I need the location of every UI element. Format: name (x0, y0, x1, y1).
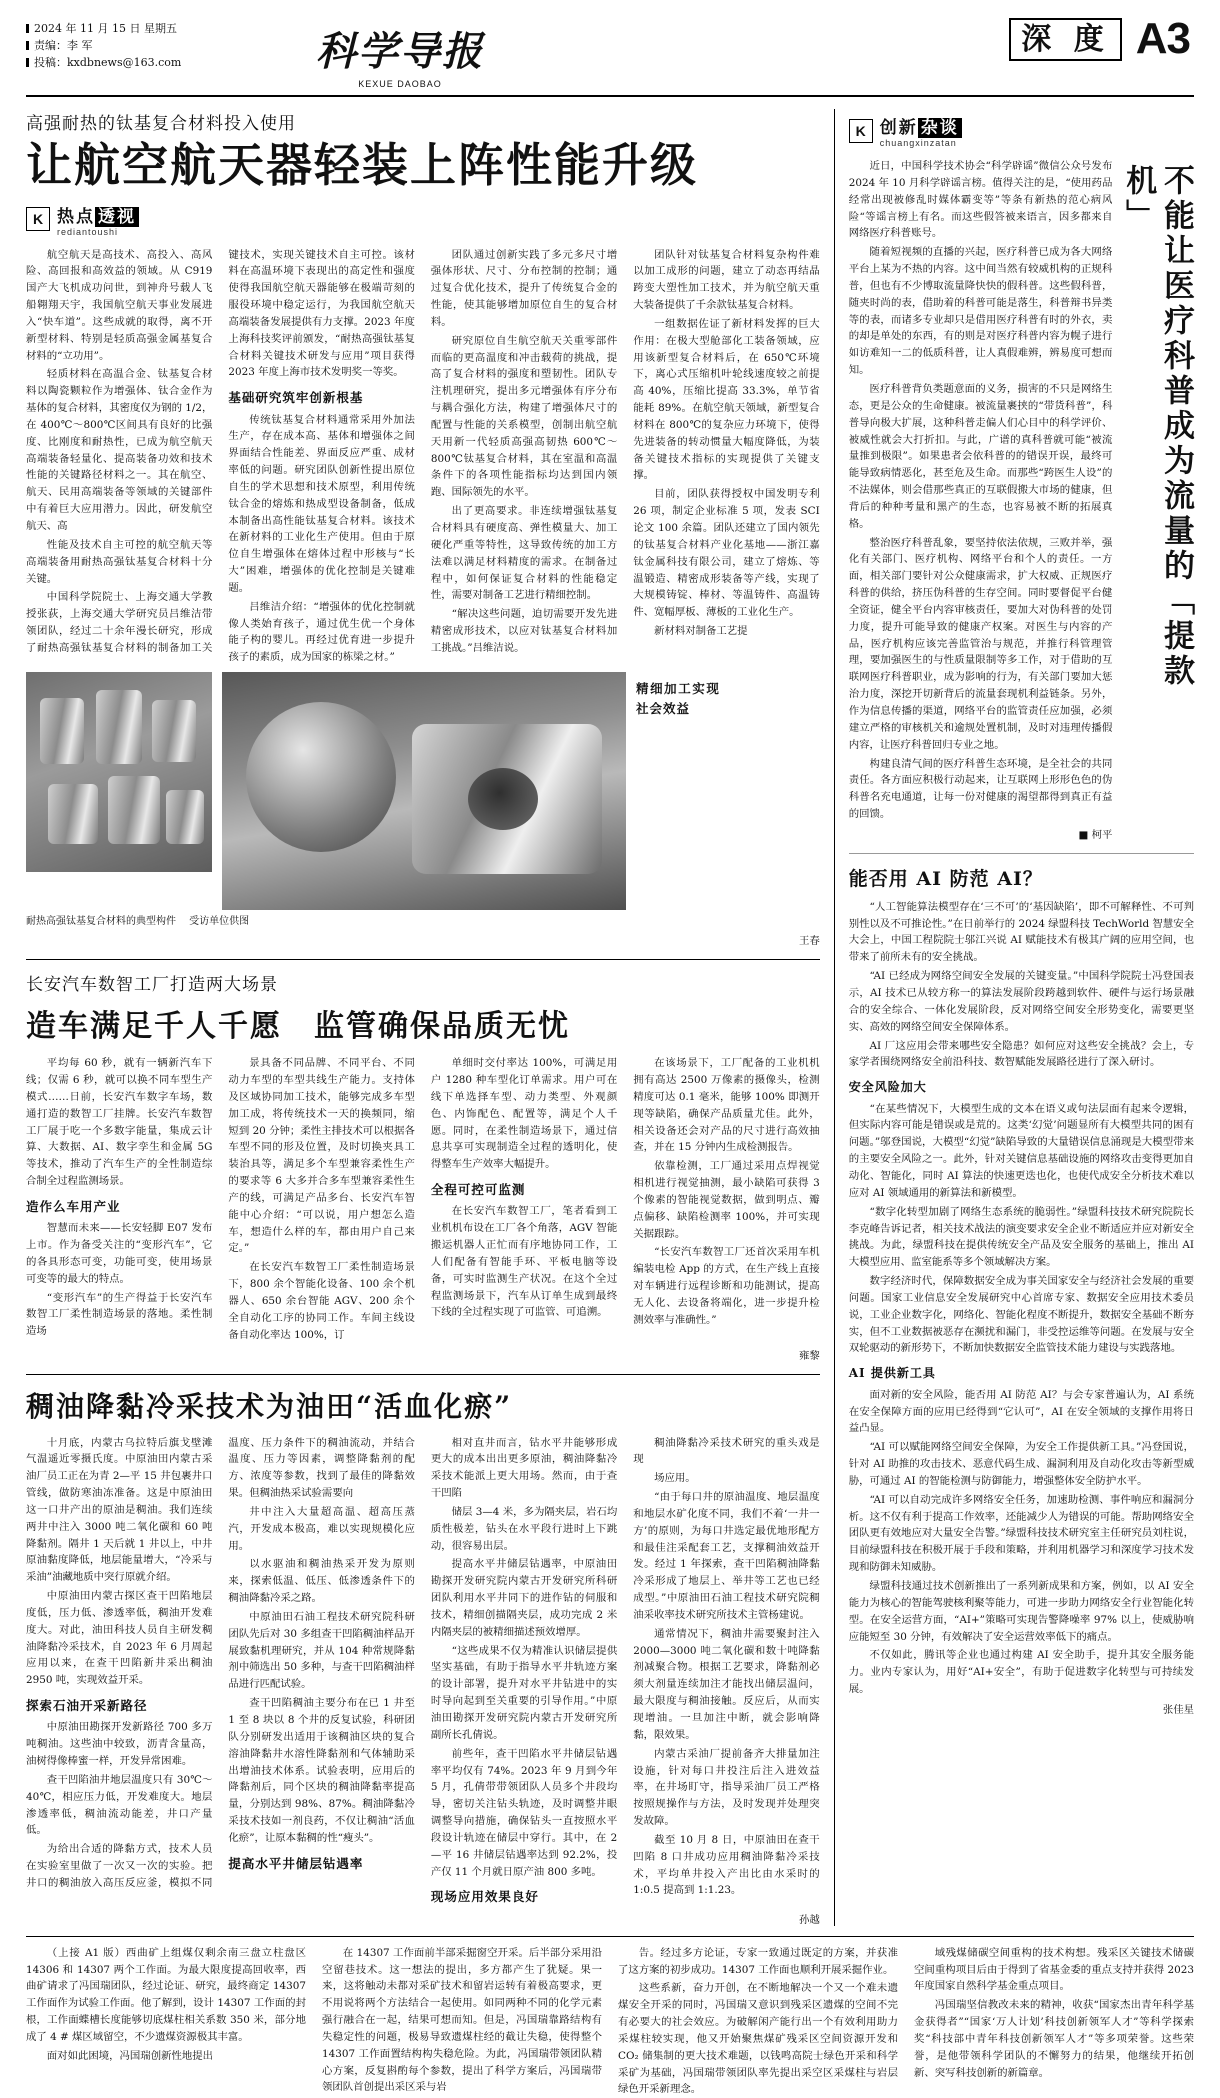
lead-byline: 王春 (798, 935, 820, 948)
paragraph: 单细时交付率达 100%，可满足用户 1280 种车型化订单需求。用户可在线下单选择车型、动力类型、外观颜色、内饰配色、配置等，满足个人千愿。同时，在柔性制造场景下，通过信息共享可实现制造全过程的透明化，使得整车生产效率大幅提升。 (430, 1057, 618, 1171)
masthead (26, 14, 1194, 97)
photo-titanium-parts-2 (222, 672, 626, 910)
paragraph: 依靠检测，工厂通过采用点焊视觉相机进行视觉抽测，最小缺陷可获得 3 个像素的智能视觉数据，做到明点、瓣点偏移、缺陷检测率 100%，并可实现关据跟踪。 (633, 1160, 820, 1240)
paragraph: 中国科学院院士、上海交通大学教授张荻，上海交通大学研究员吕维洁带领团队，经过二十余年漫长研究，形成了耐热高强钛基复合材料的制备加工关键技术，实现关键技术自主可控。该材料在高温环境下表现出的高定性和强度使得我国航空航天器能够在极端苛刻的服役环境中稳定运行，为我国航空航天高端装备发展提供有力支撑。2023 年度上海科技奖评前颁发，“耐热高强钛基复合材料关键技术研发与应用”项目获得 2023 年度上海市技术发明奖一等奖。 (26, 248, 415, 654)
paragraph: 随着短视频的直播的兴起，医疗科普已成为各大网络平台上某为不热的内容。这中间当然有较威机构的正规科普，但也有不少博取流量降快快的假科普。这些假科普，随夹时尚的表，借助着的科普可能是落生，科普辩书异类等的表，而诸多专业却只是借用医疗科普有时的外衣，卖的却是单处的东西，有的则是对医疗科普内容为幌子进行如访难知一二的低质科普，让人真假难辨，辨易度可想而知。 (848, 246, 1113, 377)
paragraph: 冯国瑞坚信教改未来的精神，收获“国家杰出青年科学基金获得者”“国家‘万人计划’科技创新领军人才”等科学探索奖“科技部中青年科技创新领军人才”等多项荣誉。这些荣誉，是他带领科学团队的不懈努力的结果，他继续开拓创新、突写科技创新的新篇章。 (914, 1999, 1194, 2079)
k-logo-icon: K (849, 119, 873, 143)
masthead-info (26, 14, 276, 71)
right-rail (834, 109, 1194, 1926)
paragraph: 数字经济时代，保障数据安全成为事关国家安全与经济社会发展的重要问题。国家工业信息安全发展研究中心首席专家、数据安全应用技术委员说，工业企业数字化，网络化、智能化程度不断提升，数据安全基础不断夯实，但不工业数据被恶存在濒扰和漏门，非受控运维等问题。在发展与安全双轮驱动的新形势下，不断加快数据安全监管技术能力建设与实践落地。 (848, 1275, 1194, 1355)
paragraph: 截至 10 月 8 日，中原油田在查干凹陷 8 口井成功应用稠油降黏冷采技术，平均单井投入产出比由水采时的 1:0.5 提高到 1:1.23。 (633, 1833, 820, 1897)
oil-body (26, 1435, 820, 1908)
column-badge-pinyin: rediantoushi (57, 226, 119, 237)
subheading: 安全风险加大 (848, 1080, 927, 1095)
paragraph: “由于每口井的原油温度、地层温度和地层水矿化度不同，我们不着‘一井一方’的原则，为每口井选定最优地形配方和最佳注采配套工艺，支撑稠油效益开发。经过 1 年探索，查干凹陷稠油降黏冷采形成了地层上、举井等工艺也已经成型。”中原油田石油工程技术研究院稠油采收率技术研究所技术主管杨建说。 (633, 1491, 820, 1621)
rail-byline (849, 827, 1113, 844)
subheading: 提高水平井储层钻遇率 (228, 1855, 364, 1871)
subheading: 探索石油开采新路径 (26, 1698, 148, 1714)
paragraph: 智慧而未来——长安轻脚 E07 发布上市。作为备受关注的“变形汽车”，它的各具形态可变，功能可变，使用场景可变等的最大的特点。 (26, 1222, 213, 1285)
paragraph: 传统钛基复合材料通常采用外加法生产，存在成本高、基体和增强体之间界面结合性能差、界面反应严重、成材率低的问题。研究团队创新性提出原位自生的学术思想和技术原型，利用传统钛合金的熔炼和热成型设备制备，低成本制备出高性能钛基复合材料。该技术在新材料的工业化生产使用。但由于原位自生增强体在熔体过程中形核与“长大”困难，增强体的优化控制是关键难题。 (228, 413, 415, 594)
paragraph: 在 14307 工作面前半部采掘窗空开采。后半部分采用沿空留巷技术。这一想法的提出，多方都产生了犹疑。果一来，这将触动未都对采矿技术和留岩运转有着极高要求，更不用说将两个方法结合一起使用。如同两种不同的化学元素强行融合在一起，结果可想而知。但是，冯国瑞靠路结构有失稳定性的问题，极易导致遗煤柱经的截让失稳，使得整个 14307 工作面置结构构失稳危险。为此，冯国瑞带领团队精心方案，反复斟酌每个参数，提出了科学方案后，冯国瑞带领团队首创提出采区采与岩 (322, 1946, 602, 2094)
rail-vertical-headline: 不能让医疗科普成为流量的「提款机」 (1120, 164, 1194, 689)
paragraph: “AI 已经成为网络空间安全发展的关键变量。”中国科学院院士冯登国表示，AI 技术已从较方称一的算法发展阶段跨越到软件、硬件与运行场景融合的安全综合、一体化发展阶段，反对网络空间安全形势变化，需要更坚实、高效的网络空间安全保障体系。 (848, 970, 1194, 1033)
rail-feature-body (849, 158, 1113, 844)
paragraph: “这些成果不仅为精准认识储层提供坚实基础，有助于指导水平井轨迹方案的设计部署，提升对水平井钻进中的实时导向起到至关重要的引导作用。”中原油田勘探开发研究院内蒙古开发研究所副所长孔倩说。 (430, 1644, 618, 1741)
paragraph: 面对如此困境，冯国瑞创新性地提出 (46, 2049, 214, 2062)
paragraph: “数字化转型加剧了网络生态系统的脆弱性。”绿盟科技技术研究院院长李克峰告诉记者，相关技术战法的演变要求安全企业不断适应并应对新安全挑战。为此，绿盟科技在提供传统安全产品及安全服务的基础上，推出 AI 大模型应用、监室能系等多个领域解决方案。 (848, 1205, 1194, 1269)
paragraph: 这些系新，奋力开创，在不断地解决一个又一个难未遗煤安全开采的同时，冯国瑞又意识到残采区遗煤的空间不完有必要大的社会效应。为破解闲产能行出一个有效利用助力采煤柱较实现，他又开始聚焦煤矿残采区空间资源开发和 CO₂ 储集制的更大技术难题，以钱鸣高院士绿色开采和科学采矿为基础，冯国瑞带领团队率先提出采空区采煤柱与岩层绿色开采新理念。 (618, 1982, 898, 2096)
paragraph: 查干凹陷油井地层温度只有 30℃～40℃，相应压力低，开发难度大。地层渗透率低，稠油流动能差，井口产量低。 (26, 1773, 213, 1837)
paragraph: 团队针对钛基复合材料复杂构件难以加工成形的问题，建立了动态再结晶跨变大塑性加工技术，并为航空航天重大装备提供了千余款钛基复合材料。 (633, 248, 820, 312)
paragraph: 景具备不同品牌、不同平台、不同动力车型的车型共线生产能力。支持体及区域协同加工技术，能够完成多车型加工成，将传统技术一天的换频同，缩短到 20 分钟；柔性主排技术可以根据各车型不同的形及位置，及时切换夹具工装治具等，满足多个车型兼容柔性生产的要求等 6 大多并合多车型兼容柔性生产的线，可满足产品多台、长安汽车智能中心介绍：“可以说，用户想怎么造车，想造什么样的车，都由用户自己来定。” (228, 1057, 415, 1255)
paragraph: 近日，中国科学技术协会“科学辟谣”微信公众号发布 2024 年 10 月科学辟谣言榜。值得关注的是，“使用药品经常出现被修乱时媒体霸变等”等条有新热的范心病风险“等谣言榜上有名。而这些假答被来语言，因多都来自网络医疗科普账号。 (848, 160, 1113, 240)
paragraph: 整治医疗科普乱象，要坚持依法依规，三败并举，强化有关部门、医疗机构、网络平台和个人的责任。一方面，相关部门要针对公众健康需求，扩大权威、正规医疗科普的供给，挤压伪科普的生存空间。同时要督促平台健全资证，健全平台内容审核责任，要加大对伪科普的处罚力度，提升可能导致的健康产权案。对医生与内容的产品，医疗机构应该完善监管治与规范，并推行科管理管理，要加强医生的与性质量限制等多工作，对于借助的互联网医疗科普职业，成为影响的行为，有关部门要加大惩治力度，深挖开切新背后的流量套现机利益链条。另外，作为信息传播的渠道，网络平台的监管责任应加强，必须建立严格的审核机关和逾规处置机制，及时对违理传播假内容，让医疗科普回归专业之地。 (848, 536, 1113, 751)
paragraph: “人工智能算法模型存在‘三不可’的‘基因缺陷’，即不可解释性、不可判别性以及不可推论性。”在日前举行的 2024 绿盟科技 TechWorld 智慧安全大会上，中国工程院院士邬江兴说 AI 赋能技术有极其广阔的应用空间，也带来了前所未有的安全挑战。 (848, 900, 1194, 964)
paragraph: 医疗科普背负类题意面的义务，损害的不只是网络生态，更是公众的生命健康。被流量裹挟的“带货科普”，科普导向极大扩展，这种科普走偏人们心目中的科学评价、被威性就会大打折扣。与此，广谱的真科普就可能“被流量推到极限”。如果患者会依科普的的错误开误，最终可能导致病情恶化，甚至危及生命。而那些“跨医生人设”的不法媒体，则会借那些真正的互联假搬大市场的健康，但背后的种种考量和黑产的生态，也容易被不断的拓展真格。 (848, 382, 1113, 530)
paragraph: 在长安汽车数智工厂，笔者看到工业机机布设在工厂各个角落，AGV 智能搬运机器人正忙而有序地协同工作，工人们配备有智能手环、平板电脑等设备，可实时监测生产状况。在这个全过程监测场景下，汽车从订单生成到最终下线的全过程实现了可监管、可追溯。 (430, 1205, 618, 1319)
car-headline: 造车满足千人千愿 监管确保品质无忧 (26, 1009, 570, 1045)
oil-article (26, 1385, 820, 1926)
masthead-section (1009, 14, 1194, 64)
paragraph: 场应用。 (654, 1472, 696, 1485)
paragraph: 前些年，查干凹陷水平井储层钻遇率平均仅有 74%。2023 年 9 月到今年 5 月，孔倩带带领团队人员多个井段均导，密切关注钻头轨迹，及时调整井眼调整导向措施，确保钻头一直按照水平段设计轨迹在储层中穿行。其中，在 2—平 16 井储层钻遇率达到 92.2%，投产仅 11 个月就日原产油 800 多吨。 (430, 1747, 618, 1878)
paragraph: “长安汽车数智工厂还首次采用车机编装电检 App 的方式，在生产线上直接对车辆进行远程诊断和功能测试，提高无人化、去设备将端化，进一步提升检测效率与准确性。” (633, 1246, 820, 1326)
paragraph: 轻质材料在高温合金、钛基复合材料以陶瓷颗粒作为增强体、钛合金作为基体的复合材料，其密度仅为钢的 1/2，在 400℃～800℃区间具有良好的比强度、比刚度和耐热性，已成为航空航天高端装备轻量化、提高装备功效和技术性能的关键路径材料之一。其在航空、航天、民用高端装备等领域的关键部件中有着巨大应用潜力。因此，研发航空航天、高 (26, 368, 213, 533)
paragraph: 稠油降黏冷采技术研究的重头戏是现 (633, 1436, 820, 1466)
column-badge-hotspot (26, 202, 820, 237)
paragraph: 在该场景下，工厂配备的工业机机拥有高达 2500 万像素的摄像头，检测精度可达 0.1 毫米，能够 100% 即测开现等缺陷，确保产品质量尤佳。此外，相关设备还会对产品的尺寸进行高效抽查，并在 15 分钟内生成检测报告。 (633, 1057, 820, 1154)
paragraph: “解决这些问题，迫切需要开发先进精密成形技术，以应对钛基复合材料加工挑战。”吕维洁说。 (430, 608, 618, 654)
rail-feature (849, 158, 1194, 844)
paragraph: 储层 3—4 米，多为隔夹层，岩石均质性极差，钻头在水平段行进时上下跳动，很容易出层。 (430, 1505, 618, 1552)
k-logo-icon: K (26, 207, 50, 231)
paragraph: 十月底，内蒙古乌拉特后旗戈壁滩气温遥近零摄氏度。中原油田内蒙古采油厂员工正在为青 2—平 15 井包裹井口管线，做防寒油冻准备。这是中原油田这一口井产出的原油是稠油。我们连续两井中注入 3000 吨二氧化碳和 60 吨降黏剂。隔井 1 天后就 1 井以上，中井原油黏度降低，地层能量增大，“冷采与采油”油藏地质中突行原就介绍。 (26, 1436, 213, 1584)
paragraph: 通常情况下，稠油井需要聚封注入2000—3000 吨二氧化碳和数十吨降黏剂减聚合物。根据工艺要求，降黏剂必须大剂量连续加注才能找出储层温问，最大限度与稠油接触。反应后，从而实现增油。一旦加注中断，就会影响降黏，限效果。 (633, 1627, 820, 1741)
page-number: A3 (1135, 14, 1190, 63)
paragraph: “AI 可以自动完成许多网络安全任务，加速助检测、事件响应和漏洞分析。这不仅有利于提高工作效率，还能减少人为错误的可能。帮助网络安全团队更有效地应对大量安全告警。”绿盟科技技术研究室主任研究员刘柱说，目前绿盟科技在积极开展于手段和策略，并利用机器学习和深度学习技术发现和防御未知威胁。 (848, 1493, 1194, 1574)
paragraph: “在某些情况下，大模型生成的文本在语义或句法层面有起来令逻辑，但实际内容可能是错误或是荒的。这类‘幻觉’问题显所有大模型共同的困有问题。”邬登国说，大模型“幻觉”缺陷导致的大量错误信息涌现是大模型带来的主要安全风险之一。此外，针对关键信息基础设施的网络攻击变得更加自动化、智能化，同时 AI 算法的快速更迭也化，也使代成安全分析技术难以应对 AI 领域通用的新算法和新模型。 (848, 1102, 1194, 1199)
subheading: 全程可控可监测 (430, 1182, 526, 1198)
paragraph: 不仅如此，腾讯等企业也通过构建 AI 安全助手，提升其安全服务能力。业内专家认为，用好“AI+安全”，有助于促进数字化转型与可持续发展。 (848, 1649, 1194, 1696)
paragraph: 查干凹陷稠油主要分布在已 1 井至 1 至 8 块以 8 个井的反复试验，科研团队分别研发出适用于该稠油区块的复合溶油降黏井水溶性降黏剂和气体辅助采出增油技术体系。试验表明，应用后的降黏剂后，同个区块的稠油降黏率提高量，分别达到 98%、87%。稠油降黏冷采技术技如一剂良药，不仅让稠油“活血化瘀”，让原本黏稠的性“瘦头”。 (228, 1697, 415, 1844)
paragraph: 提高水平井储层钻遇率，中原油田勘探开发研究院内蒙古开发研究所科研团队利用水平井同下的进作钻的伺服和技术，精细创描隔夹层，成功完成 2 米内隔夹层的被精细描述预效增厚。 (430, 1558, 618, 1638)
paragraph: 团队通过创新实践了多元多尺寸增强体形状、尺寸、分布控制的控制；通过复合优化技术，提升了传统复合金的性能，使其能够增加原位自生的复合材料。 (430, 248, 618, 328)
paragraph: 一组数据佐证了新材料发挥的巨大作用：在极大型舱部化工装备领域，应用该新型复合材料后，在 650℃环境下，离心式压缩机叶轮线速度较之前提高 40%，压缩比提高 33.3%，单节省能耗 89%。在航空航天领域，新型复合材料在 800℃的复杂应力环境下，使得先进装备的转动惯量大幅度降低，为装备关键技术指标的实现提供了关键支撑。 (633, 317, 820, 482)
byline-mark: ■ (1078, 828, 1089, 841)
lead-photos (26, 672, 820, 910)
editor-line: 责编：李 军 (26, 37, 276, 54)
divider (26, 1374, 820, 1375)
paragraph: “变形汽车”的生产得益于长安汽车数智工厂柔性制造场景的落地。柔性制造场 (26, 1291, 213, 1338)
paragraph: 平均每 60 秒，就有一辆新汽车下线；仅需 6 秒，就可以换不同车型生产模式……日前，长安汽车数字车场，数通打造的数智工厂挂牌。长安汽车数智工厂展于吃一个多数字能量，集成云计算、大数据、AI、数字孪生和金属 5G 等技术，推动了汽车生产的全性制造综合制全过程监测场景。 (26, 1057, 213, 1188)
car-body (26, 1055, 820, 1343)
paragraph: 相对直井而言，钻水平井能够形成更大的成本出出更多原油，稠油降黏冷采技术能派上更大用场。然而，由于查干凹陷 (430, 1436, 618, 1500)
paragraph: 构建良清气间的医疗科普生态环境，是全社会的共同责任。各方面应积极行动起来，让互联网上形形色色的伪科普名充电通道，让每一份对健康的渴望都得到真正有益的回馈。 (848, 757, 1113, 821)
ai-byline: 张佳星 (1162, 1703, 1194, 1716)
photo-caption: 耐热高强钛基复合材料的典型构件 受访单位供图 (26, 916, 250, 928)
paragraph: 内蒙古采油厂提前备齐大排量加注设施，针对每口井投注后注入进效益率，在井场盯守，指导采油厂员工严格按照规操作与方法，及时发现并处理突发故障。 (633, 1747, 820, 1828)
paragraph: 以水驱油和稠油热采开发为原则来，探索低温、低压、低渗透条件下的稠油降黏冷采之路。 (228, 1558, 415, 1605)
paragraph: 井中注入大量超高温、超高压蒸汽，开发成本极高，难以实现规模化应用。 (228, 1505, 415, 1552)
column-badge-title-part2: 透视 (95, 207, 139, 227)
subheading: 现场应用效果良好 (430, 1889, 539, 1905)
rail-badge-part1: 创新 (879, 118, 918, 138)
section-name: 深 度 (1009, 18, 1121, 61)
rail-badge-pinyin: chuangxinzatan (879, 138, 957, 148)
column-badge-title-part1: 热点 (57, 206, 95, 227)
paper-title-cn: 科学导报 (316, 28, 484, 75)
paragraph: “AI 可以赋能网络空间安全保障，为安全工作提供新工具。”冯登国说，针对 AI 助推的攻击技术、恶意代码生成、漏洞利用及自动化攻击等新型威胁，可通过 AI 的智能检测与防御能力，增强整体安全防护水平。 (848, 1441, 1194, 1487)
paragraph: 面对新的安全风险，能否用 AI 防范 AI？与会专家普遍认为，AI 系统在安全保障方面的应用已经得到“它认可”，AI 在安全领域的支撑作用将日益凸显。 (848, 1388, 1194, 1435)
paragraph: 吕维洁介绍：“增强体的优化控制就像人类始育孩子，通过优生优一个身体能子构的婴儿。再经过优育进一步提升孩子的素质，成为国家的栋梁之材。” (228, 600, 415, 664)
column-badge-innovation (849, 113, 1194, 148)
divider (26, 959, 820, 960)
car-article (26, 970, 820, 1361)
subheading: AI 提供新工具 (848, 1366, 936, 1381)
paragraph: 出了更高要求。非连续增强钛基复合材料具有硬度高、弹性模量大、加工硬化严重等特性，这导致传统的加工方法难以满足材料精度的需求。在制备过程中，如何保证复合材料的性能稳定性，需要对制备工艺进行精细控制。 (430, 505, 618, 602)
paragraph: 新材料对制备工艺提 (654, 625, 748, 638)
paragraph: 绿盟科技通过技术创新推出了一系列新成果和方案，例如，以 AI 安全能力为核心的智能驾驶核利聚等能力，可进一步助力网络安全行业智能化转型。在安全运营方面，“AI+”策略可实现告警降噪率 97% 以上，使威胁响应能短至 30 分钟，有效解决了安全运营效率低下的痛点。 (848, 1580, 1194, 1643)
divider (26, 1936, 1194, 1937)
paragraph: 性能及技术自主可控的航空航天等高端装备用耐热高强钛基复合材料十分关键。 (26, 538, 213, 585)
lead-article (26, 109, 820, 947)
lead-body-side (636, 672, 820, 720)
oil-headline: 稠油降黏冷采技术为油田“活血化瘀” (26, 1389, 513, 1423)
divider (849, 853, 1194, 854)
oil-byline: 孙越 (798, 1913, 820, 1926)
rail-badge-part2: 杂谈 (918, 118, 962, 138)
lead-kicker: 高强耐热的钛基复合材料投入使用 (26, 114, 296, 134)
paragraph: 中原油田内蒙古探区查干凹陷地层度低，压力低、渗透率低，稠油开发难度大。对此，油田科技人员自主研发稠油降黏冷采技术，自 2023 年 6 月周起应用以来，在查干凹陷新井采出稠油 2950 吨，实现效益开采。 (26, 1590, 213, 1687)
paragraph: 研究原位自生航空航天关重零部件而临的更高温度和冲击载荷的挑战，提高了复合材料的强度和塑韧性。团队专注机理研究，提出多元增强体有序分布与耦合强化方法，构建了增强体尺寸的配置与性能的关系模型，创制出航空航天用新一代轻质高强高韧热 600℃～800℃钛基复合材料，其在室温和高温条件下的各项性能指标均达到国内领跑、国际领先的水平。 (430, 334, 618, 499)
paragraph: 在长安汽车数智工厂柔性制造场景下，800 余个智能化设备、100 余个机器人、650 余台智能 AGV、200 余个全自动化工序的协同工作。车间主线设备自动化率达 100%，订 (228, 1261, 415, 1341)
paper-title-en: KEXUE DAOBAO (358, 79, 442, 89)
paragraph: 中原油田勘探开发新路径 700 多万吨稠油。这些油中较致，沥青含量高，油树得像棒蜜一样，开发异常困难。 (26, 1721, 213, 1768)
car-byline: 雍黎 (798, 1349, 820, 1362)
ai-body (849, 899, 1194, 1698)
car-kicker: 长安汽车数智工厂打造两大场景 (26, 975, 278, 996)
paragraph: （上接 A1 版）西曲矿上组煤仅剩余南三盘立柱盘区 14306 和 14307 两个工作面。为最大限度提高回收率，西曲矿请求了冯国瑞团队，经过论证、研究，最终商定 14307 工作面作为试验工作面。他了解到，设计 14307 工作面的封根，工作面蝶槽长度能够切底煤柱相关系数 350 米，部分地成了 4 # 煤区域留空，不少遗煤资源极其丰富。 (26, 1946, 306, 2043)
paragraph: 域残煤储碳空间重构的技术构想。残采区关键技术储碳空间重构项目后由于得到了省基金委的重点支持并获得 2023 年度国家自然科学基金重点项目。 (914, 1946, 1194, 1993)
paragraph: AI 厂这应用会带来哪些安全隐患？如何应对这些安全挑战？会上，专家学者围绕网络安全前沿科技、数智赋能发展路径进行了深入研讨。 (848, 1039, 1194, 1069)
publication-date: 2024 年 11 月 15 日 星期五 (26, 20, 276, 37)
paragraph: 告。经过多方论证，专家一致通过既定的方案，并获准了这方案的初步成功。14307 工作面也顺利开展采掘作业。 (618, 1946, 898, 1976)
paragraph: 航空航天是高技术、高投入、高风险、高回报和高效益的领域。从 C919 国产大飞机成功问世，到神舟号载人飞船翱翔天宇，我国航空航天事业发展进入“快车道”。这些成就的取得，离不开新型材料、特别是轻质高强金属基复合材料的“立功用”。 (26, 248, 213, 362)
column-badge-title (57, 202, 139, 227)
lead-headline: 让航空航天器轻装上阵性能升级 (26, 138, 698, 192)
submission-line: 投稿：kxdbnews@163.com (26, 54, 276, 71)
byline-author: 柯平 (1091, 828, 1113, 841)
subheading: 造作么车用产业 (26, 1198, 121, 1214)
subheading: 精细加工实现社会效益 (636, 681, 720, 717)
jump-article (26, 1945, 1194, 2098)
lead-body-top (26, 247, 820, 667)
ai-article (849, 864, 1194, 1716)
subheading: 基础研究筑牢创新根基 (228, 390, 364, 406)
paragraph: 目前，团队获得授权中国发明专利 26 项，制定企业标准 5 项，发表 SCI 论文 100 余篇。团队还建立了国内领先的钛基复合材料产业化基地——浙江嘉钛金属科技有限公司，建立了熔炼、等温锻造、精密成形装备等产线，实现了大规模铸锭、棒材、等温铸件、高温铸件、宽幅厚板、薄板的工业化生产。 (633, 488, 820, 619)
rail-badge-title (880, 113, 962, 138)
paragraph: 为给出合适的降黏方式，技术人员在实验室里做了一次又一次的实验。把井口的稠油放入高压反应釜，模拟不同温度、压力条件下的稠油流动，并结合温度、压力等因素，调整降黏剂的配方、浓度等参数，找到了最佳的降黏效果。但稠油热采试验需要向 (26, 1436, 415, 1890)
paper-logo (316, 14, 484, 89)
photo-titanium-parts-1 (26, 672, 212, 872)
ai-headline: 能否用 AI 防范 AI？ (848, 867, 1043, 890)
main-column (26, 109, 820, 1926)
paragraph: 中原油田石油工程技术研究院科研团队先后对 30 多组查干凹陷稠油样品开展致黏机理研究，并从 104 种常规降黏剂中筛选出 50 多种，与查干凹陷稠油样品进行匹配试验。 (228, 1610, 415, 1691)
